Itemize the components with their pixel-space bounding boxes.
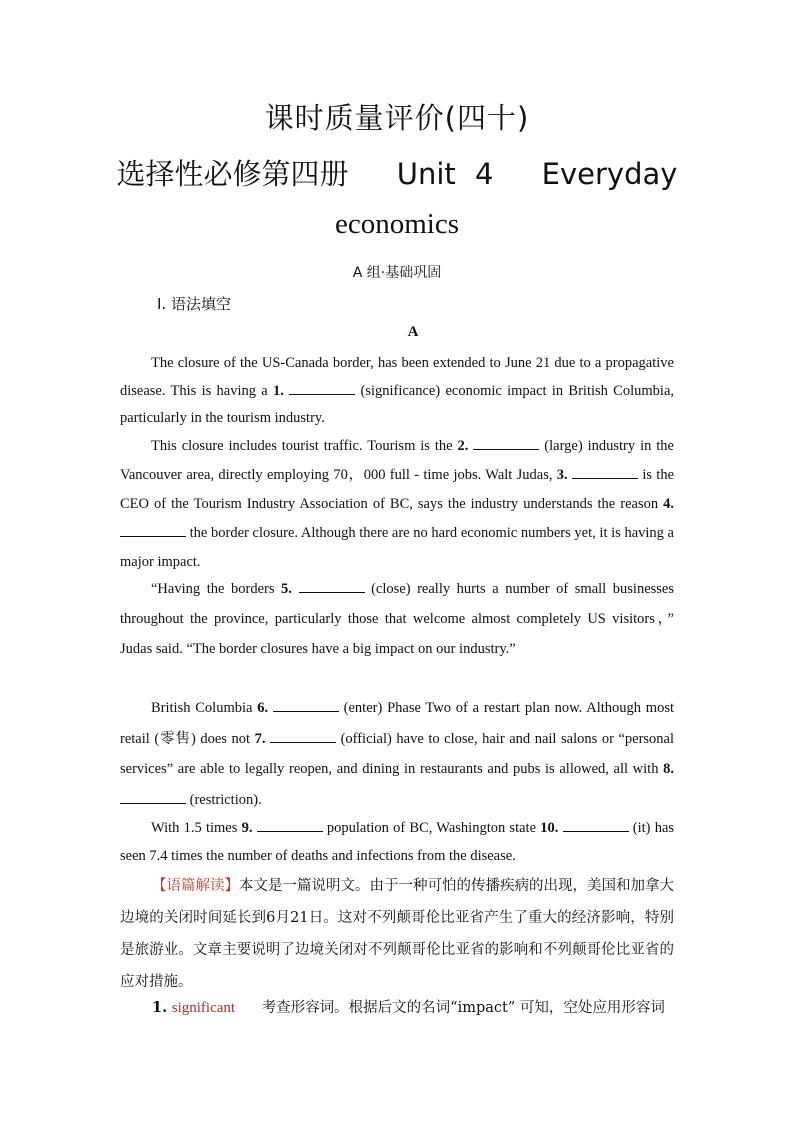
text: The closure of the US-Canada border, has been extended to June 21 due to a propagative disease. This is having a <box>120 355 674 399</box>
answer-value: significant <box>171 1000 236 1016</box>
page-subtitle: 选择性必修第四册 Unit 4 Everyday <box>116 157 678 191</box>
answer-blank[interactable] <box>473 437 539 450</box>
text: “Having the borders <box>151 581 282 597</box>
paragraph-4 <box>120 693 674 815</box>
answer-blank[interactable] <box>289 382 355 395</box>
analysis-tag: 【语篇解读】 <box>152 878 239 894</box>
page-title: 课时质量评价(四十) <box>264 101 530 135</box>
paragraph-3 <box>120 574 674 664</box>
text: is the CEO of the Tourism Industry Association of BC, says the industry understands the reason <box>120 467 675 512</box>
answer-explanation-1 <box>120 996 674 1020</box>
answer-blank[interactable] <box>120 791 186 804</box>
paragraph-5 <box>120 815 674 870</box>
text: British Columbia <box>151 700 258 716</box>
passage-analysis <box>120 870 674 998</box>
question-number: 5. <box>281 581 292 597</box>
question-number: 1. <box>273 382 284 399</box>
paragraph-2 <box>120 432 674 577</box>
question-number: 9. <box>241 820 253 836</box>
answer-blank[interactable] <box>563 819 629 832</box>
answer-number: 1. <box>152 999 168 1016</box>
text: (significance) economic impact in British Columbia, particularly in the tourism industry. <box>120 382 675 426</box>
text: (close) really hurts a number of small businesses throughout the province, particularly those that welcome almost completely US visitors，” Judas said. “The border closures have a big impact on our industry.” <box>120 581 674 657</box>
question-number: 8. <box>663 761 674 777</box>
text: population of BC, Washington state <box>322 820 541 836</box>
text: the border closure. Although there are no hard economic numbers yet, it is having a major impact. <box>120 525 674 570</box>
answer-blank[interactable] <box>120 524 186 537</box>
question-number: 3. <box>556 467 568 483</box>
text: This closure includes tourist traffic. Tourism is the <box>151 438 458 454</box>
paragraph-1 <box>120 350 674 433</box>
text: (it) has seen 7.4 times the number of deaths and infections from the disease. <box>120 820 675 864</box>
page-subtitle-continued: economics <box>334 208 459 240</box>
passage-label: A <box>407 324 419 340</box>
answer-blank[interactable] <box>273 699 339 712</box>
question-number: 4. <box>663 496 674 512</box>
section-heading: Ⅰ. 语法填空 <box>157 295 231 313</box>
text: With 1.5 times <box>151 820 242 836</box>
text: (restriction). <box>186 791 262 808</box>
question-number: 6. <box>257 700 269 716</box>
text: (large) industry in the Vancouver area, directly employing 70，000 full - time jobs. Walt Judas, <box>120 438 674 483</box>
text: (official) have to close, hair and nail salons or “personal services” are able to legally reopen, and dining in restaurants and pubs is allowed, all with <box>120 730 675 777</box>
text: (enter) Phase Two of a restart plan now. Although most retail (零售) does not <box>120 700 675 747</box>
analysis-text: 本文是一篇说明文。由于一种可怕的传播疾病的出现，美国和加拿大边境的关闭时间延长到6月21日。这对不列颠哥伦比亚省产生了重大的经济影响，特别是旅游业。文章主要说明了边境关闭对不列颠哥伦比亚省的影响和不列颠哥伦比亚省的应对措施。 <box>120 878 674 990</box>
explanation-text: 考查形容词。根据后文的名词“impact” 可知，空处应用形容词 <box>261 1000 665 1016</box>
group-heading: A 组·基础巩固 <box>352 265 442 281</box>
question-number: 2. <box>457 438 469 454</box>
answer-blank[interactable] <box>270 730 336 743</box>
question-number: 7. <box>254 730 266 747</box>
answer-blank[interactable] <box>572 466 638 479</box>
question-number: 10. <box>540 820 559 836</box>
answer-blank[interactable] <box>257 819 323 832</box>
answer-blank[interactable] <box>299 580 365 593</box>
